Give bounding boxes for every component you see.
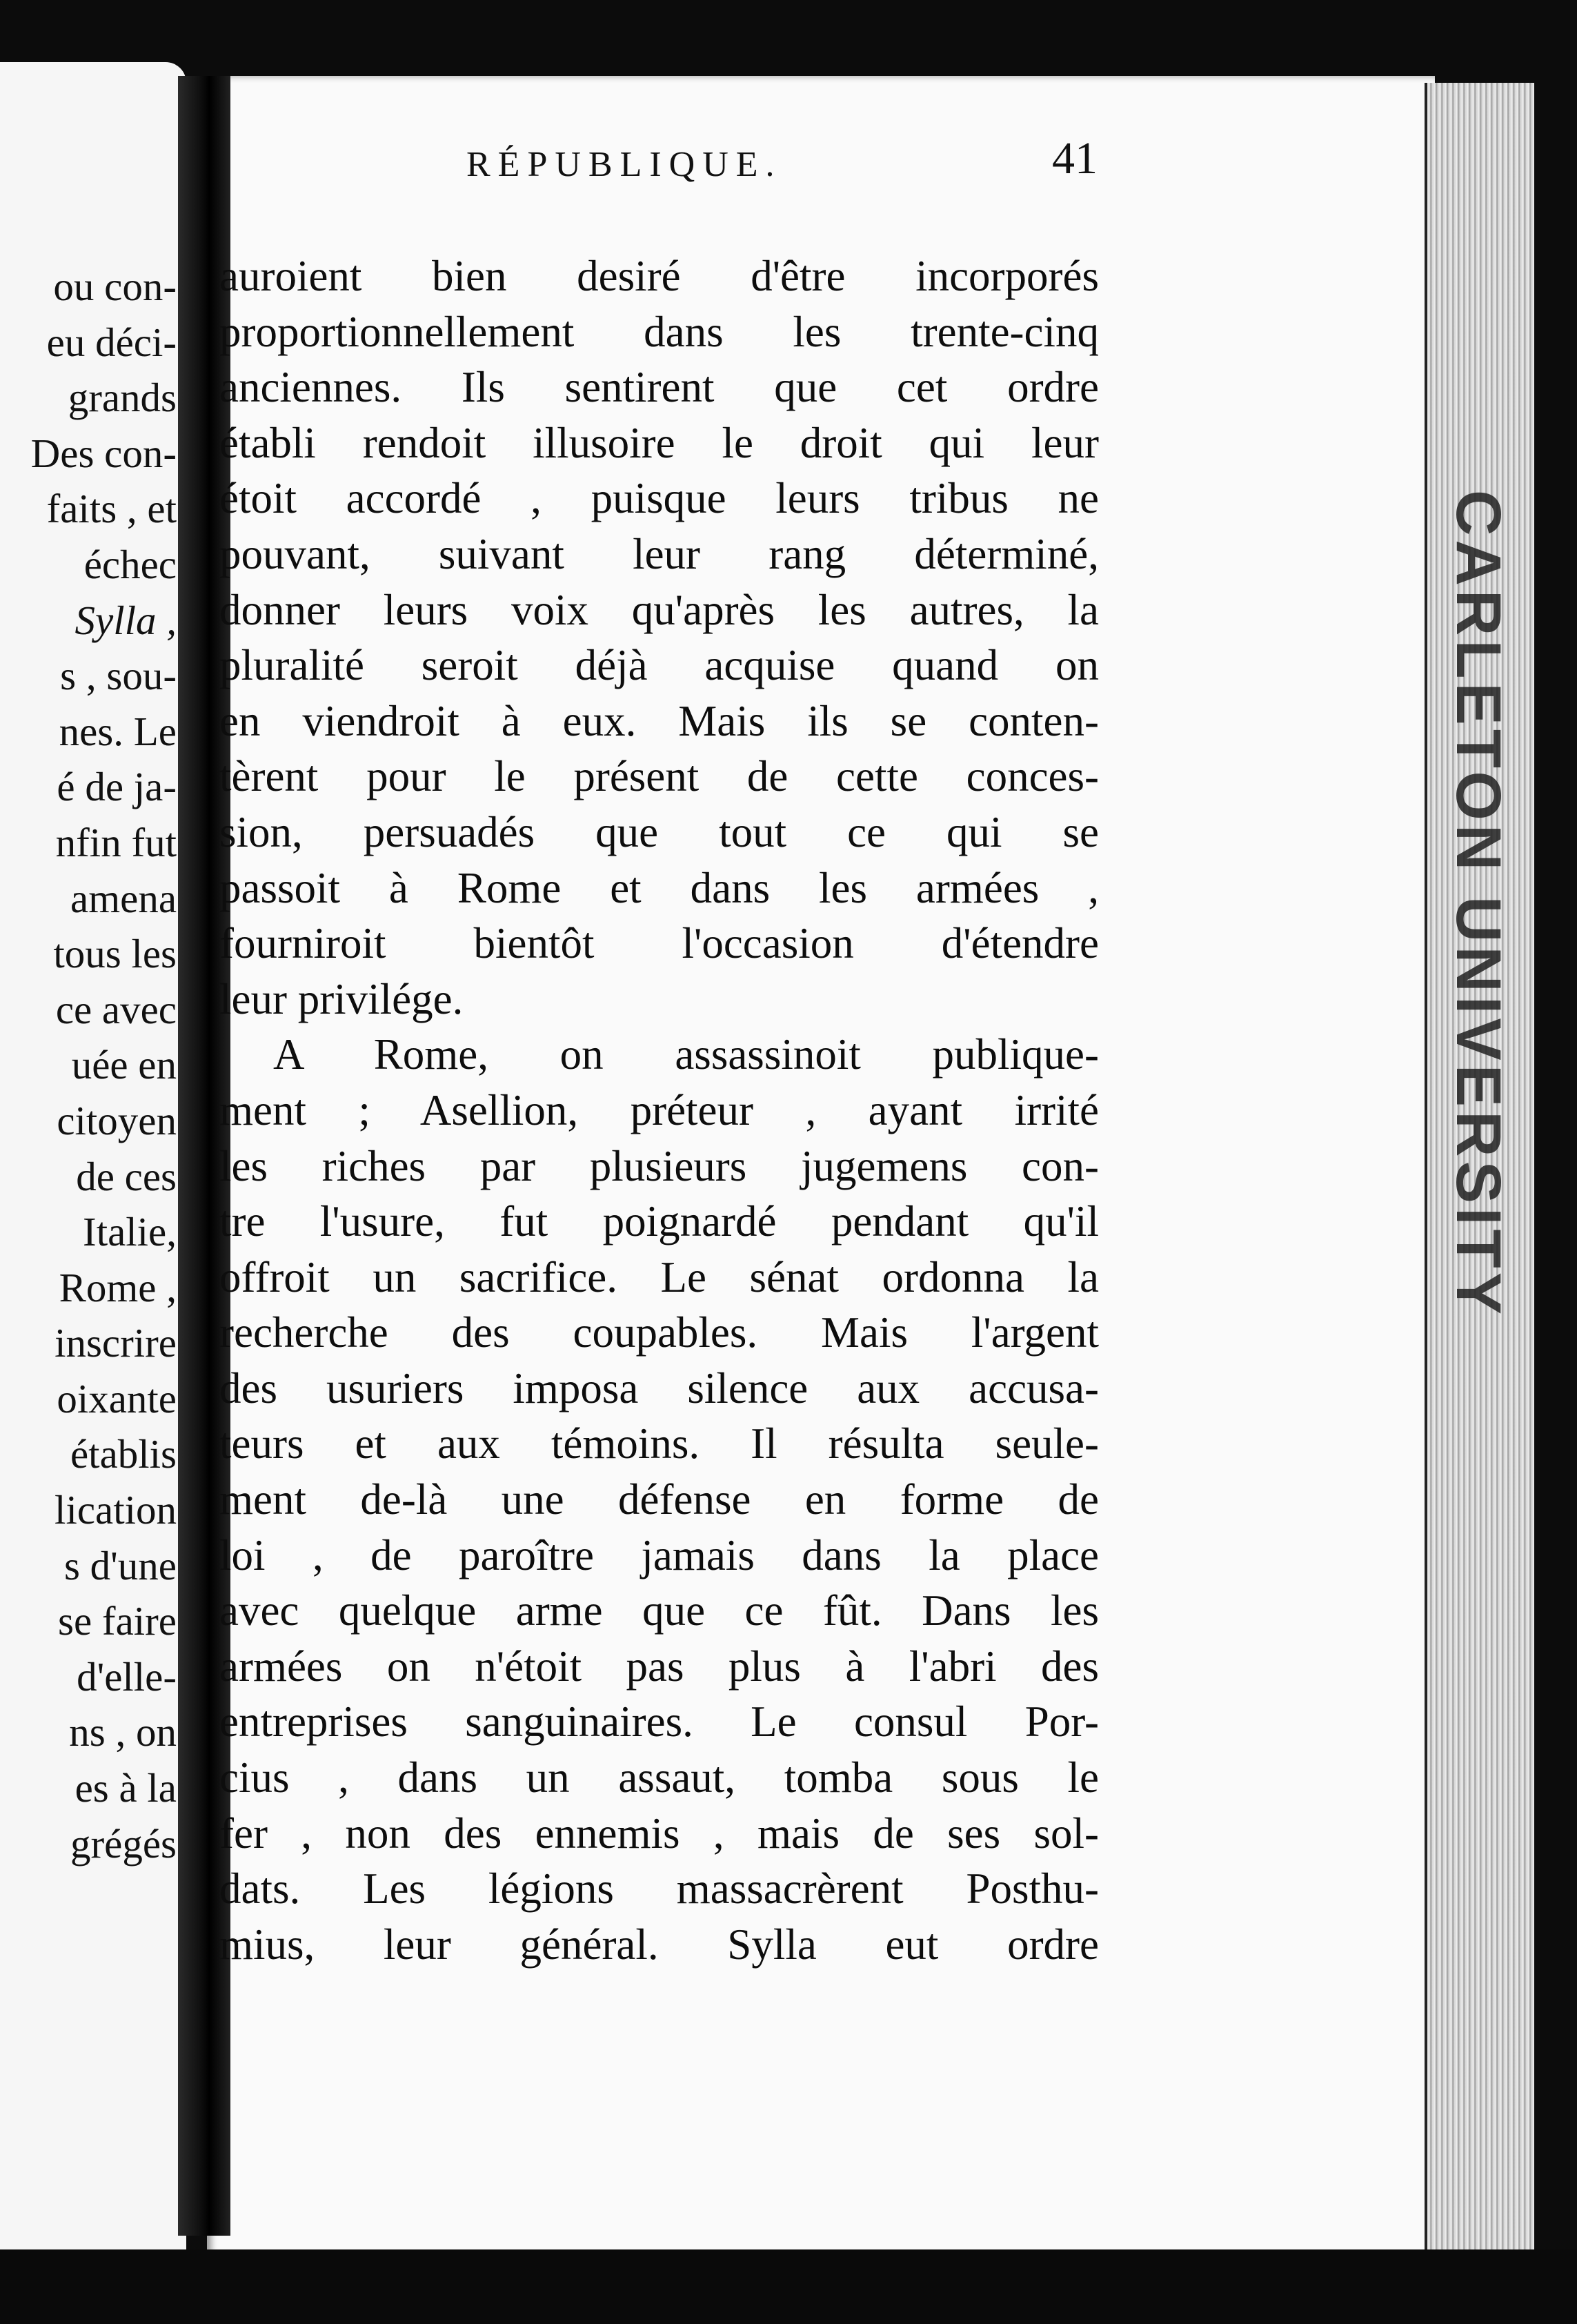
left-line: amena xyxy=(70,875,177,921)
text-line: avec quelque arme que ce fût. Dans les xyxy=(219,1586,1099,1635)
text-line: proportionnellement dans les trente-cinq xyxy=(219,307,1099,356)
text-line: étoit accordé , puisque leurs tribus ne xyxy=(219,474,1099,523)
page-header xyxy=(466,123,1098,185)
left-page-text xyxy=(31,259,177,1871)
left-line: échec xyxy=(83,541,177,587)
left-line: nes. Le xyxy=(59,708,177,754)
text-line: tèrent pour le présent de cette conces- xyxy=(219,752,1099,801)
text-line: des usuriers imposa silence aux accusa- xyxy=(219,1363,1099,1412)
text-line: fer , non des ennemis , mais de ses sol- xyxy=(219,1809,1099,1858)
text-line: cius , dans un assaut, tomba sous le xyxy=(219,1753,1099,1802)
text-line: établi rendoit illusoire le droit qui leur xyxy=(219,418,1099,467)
left-line: eu déci- xyxy=(46,319,177,365)
left-line: d'elle- xyxy=(77,1653,177,1700)
text-line: les riches par plusieurs jugemens con- xyxy=(219,1141,1099,1190)
text-line: tre l'usure, fut poignardé pendant qu'il xyxy=(219,1197,1099,1246)
text-line: passoit à Rome et dans les armées , xyxy=(219,863,1099,912)
left-facing-page xyxy=(0,62,186,2249)
text-line: offroit un sacrifice. Le sénat ordonna la xyxy=(219,1252,1099,1301)
left-line: faits , et xyxy=(46,486,177,532)
left-line: grégés xyxy=(70,1820,177,1867)
text-line: pouvant, suivant leur rang déterminé, xyxy=(219,529,1099,578)
left-line: s , sou- xyxy=(60,653,177,699)
text-line: leur privilége. xyxy=(219,974,464,1023)
text-line: en viendroit à eux. Mais ils se conten- xyxy=(219,696,1099,745)
left-line: lication xyxy=(54,1487,177,1533)
left-line: ns , on xyxy=(69,1709,177,1755)
text-line: donner leurs voix qu'après les autres, la xyxy=(219,585,1099,634)
text-line: fourniroit bientôt l'occasion d'étendre xyxy=(219,919,1099,968)
left-line: établis xyxy=(70,1431,177,1477)
left-line: Italie, xyxy=(83,1209,177,1255)
text-line: armées on n'étoit pas plus à l'abri des xyxy=(219,1642,1099,1691)
left-line: de ces xyxy=(76,1153,177,1199)
text-line: mius, leur général. Sylla eut ordre xyxy=(219,1920,1099,1969)
left-line: se faire xyxy=(58,1598,177,1644)
text-line: teurs et aux témoins. Il résulta seule- xyxy=(219,1419,1099,1468)
left-line: oixante xyxy=(57,1375,177,1421)
text-line: anciennes. Ils sentirent que cet ordre xyxy=(219,363,1099,412)
left-line: grands xyxy=(68,375,177,421)
left-line: citoyen xyxy=(57,1097,177,1143)
text-line: sion, persuadés que tout ce qui se xyxy=(219,807,1099,856)
left-line: tous les xyxy=(53,931,177,977)
running-head: RÉPUBLIQUE. xyxy=(466,145,782,184)
text-line: ment de-là une défense en forme de xyxy=(219,1475,1099,1524)
text-line: recherche des coupables. Mais l'argent xyxy=(219,1308,1099,1357)
left-line: inscrire xyxy=(54,1320,177,1366)
library-stamp: CARLETON UNIVERSITY xyxy=(1443,490,1514,1319)
text-line: A Rome, on assassinoit publique- xyxy=(273,1030,1099,1079)
left-line: Des con- xyxy=(30,430,177,476)
text-line: entreprises sanguinaires. Le consul Por- xyxy=(219,1697,1099,1746)
left-line: ce avec xyxy=(55,986,177,1032)
left-line: uée en xyxy=(71,1042,177,1088)
page-number: 41 xyxy=(1052,133,1098,184)
text-line: ment ; Asellion, préteur , ayant irrité xyxy=(219,1085,1099,1134)
left-line: ou con- xyxy=(53,264,177,309)
body-text xyxy=(219,248,1099,1972)
text-line: pluralité seroit déjà acquise quand on xyxy=(219,641,1099,690)
text-line: dats. Les légions massacrèrent Posthu- xyxy=(219,1864,1099,1913)
text-line: auroient bien desiré d'être incorporés xyxy=(219,252,1099,300)
left-line: Sylla , xyxy=(75,597,177,643)
left-line: s d'une xyxy=(63,1542,177,1588)
scan-background xyxy=(0,2249,1577,2324)
left-line: é de ja- xyxy=(57,764,177,810)
left-line: Rome , xyxy=(59,1264,177,1310)
text-line: loi , de paroître jamais dans la place xyxy=(219,1530,1099,1579)
left-line: nfin fut xyxy=(55,819,177,865)
left-line: es à la xyxy=(75,1765,177,1811)
